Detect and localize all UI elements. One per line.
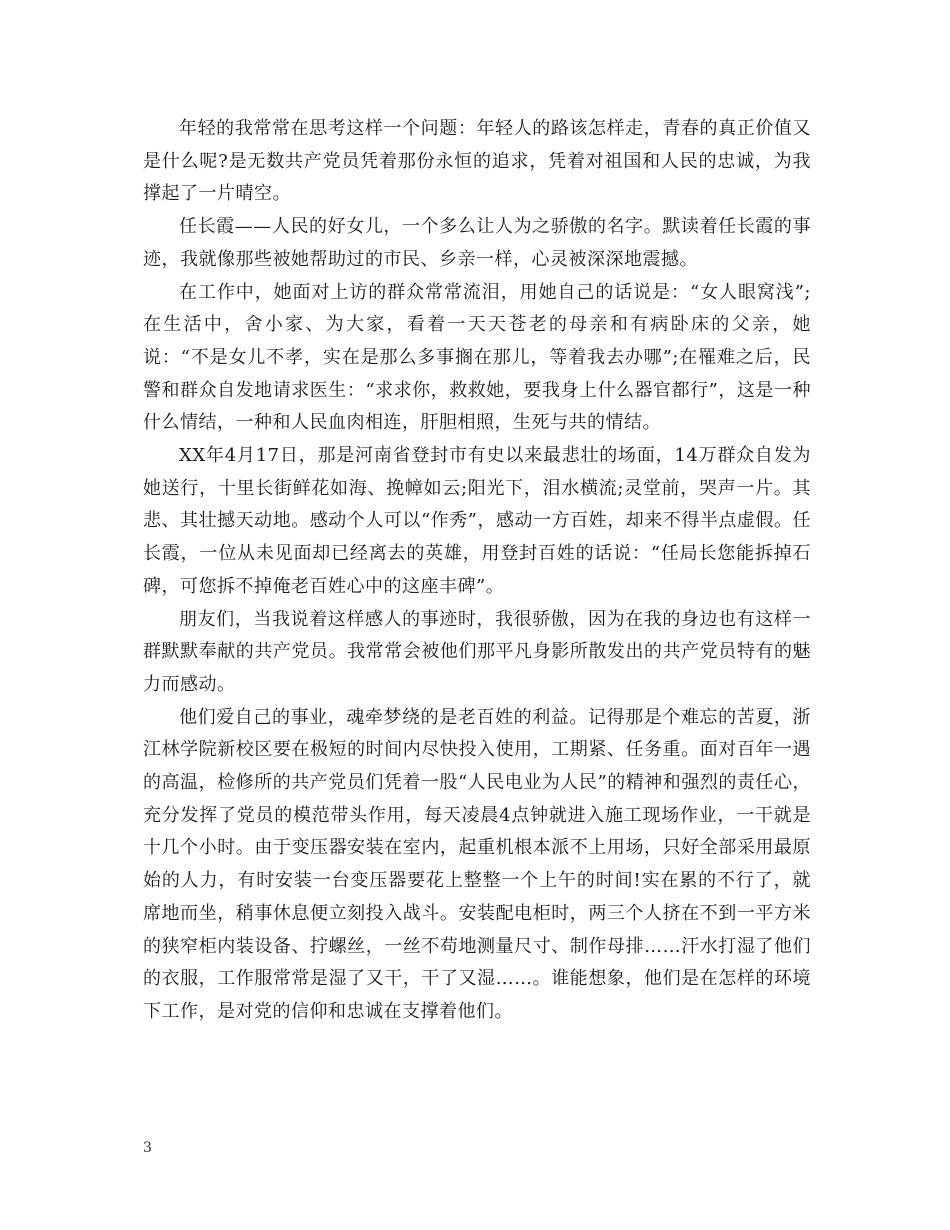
paragraph: 他们爱自己的事业，魂牵梦绕的是老百姓的利益。记得那是个难忘的苦夏，浙江林学院新校区要在极短的时间内尽快投入使用，工期紧、任务重。面对百年一遇的高温，检修所的共产党员们凭着一股“人民电业为人民”的精神和强烈的责任心，充分发挥了党员的模范带头作用，每天凌晨4点钟就进入施工现场作业，一干就是十几个小时。由于变压器安装在室内，起重机根本派不上用场，只好全部采用最原始的人力，有时安装一台变压器要花上整整一个上午的时间!实在累的不行了，就席地而坐，稍事休息便立刻投入战斗。安装配电柜时，两三个人挤在不到一平方米的狭窄柜内装设备、拧螺丝，一丝不苟地测量尺寸、制作母排……汗水打湿了他们的衣服，工作服常常是湿了又干，干了又湿……。谁能想象，他们是在怎样的环境下工作，是对党的信仰和忠诚在支撑着他们。 <box>143 706 811 1022</box>
paragraph: 朋友们，当我说着这样感人的事迹时，我很骄傲，因为在我的身边也有这样一群默默奉献的共产党员。我常常会被他们那平凡身影所散发出的共产党员特有的魅力而感动。 <box>143 608 811 695</box>
paragraph: 任长霞——人民的好女儿，一个多么让人为之骄傲的名字。默读着任长霞的事迹，我就像那些被她帮助过的市民、乡亲一样，心灵被深深地震撼。 <box>143 216 811 270</box>
paragraph: XX年4月17日，那是河南省登封市有史以来最悲壮的场面，14万群众自发为她送行，十里长街鲜花如海、挽幛如云;阳光下，泪水横流;灵堂前，哭声一片。其悲、其壮撼天动地。感动个人可以“作秀”，感动一方百姓，却来不得半点虚假。任长霞，一位从未见面却已经离去的英雄，用登封百姓的话说：“任局长您能拆掉石碑，可您拆不掉俺老百姓心中的这座丰碑”。 <box>143 445 811 597</box>
paragraph: 年轻的我常常在思考这样一个问题：年轻人的路该怎样走，青春的真正价值又是什么呢?是无数共产党员凭着那份永恒的追求，凭着对祖国和人民的忠诚，为我撑起了一片晴空。 <box>143 118 811 205</box>
page-number: 3 <box>143 1140 152 1156</box>
document-body <box>143 113 811 1029</box>
paragraph: 在工作中，她面对上访的群众常常流泪，用她自己的话说是：“女人眼窝浅”;在生活中，舍小家、为大家，看着一天天苍老的母亲和有病卧床的父亲，她说：“不是女儿不孝，实在是那么多事搁在那儿，等着我去办哪”;在罹难之后，民警和群众自发地请求医生：“求求你，救救她，要我身上什么器官都行”，这是一种什么情结，一种和人民血肉相连，肝胆相照，生死与共的情结。 <box>143 281 811 434</box>
